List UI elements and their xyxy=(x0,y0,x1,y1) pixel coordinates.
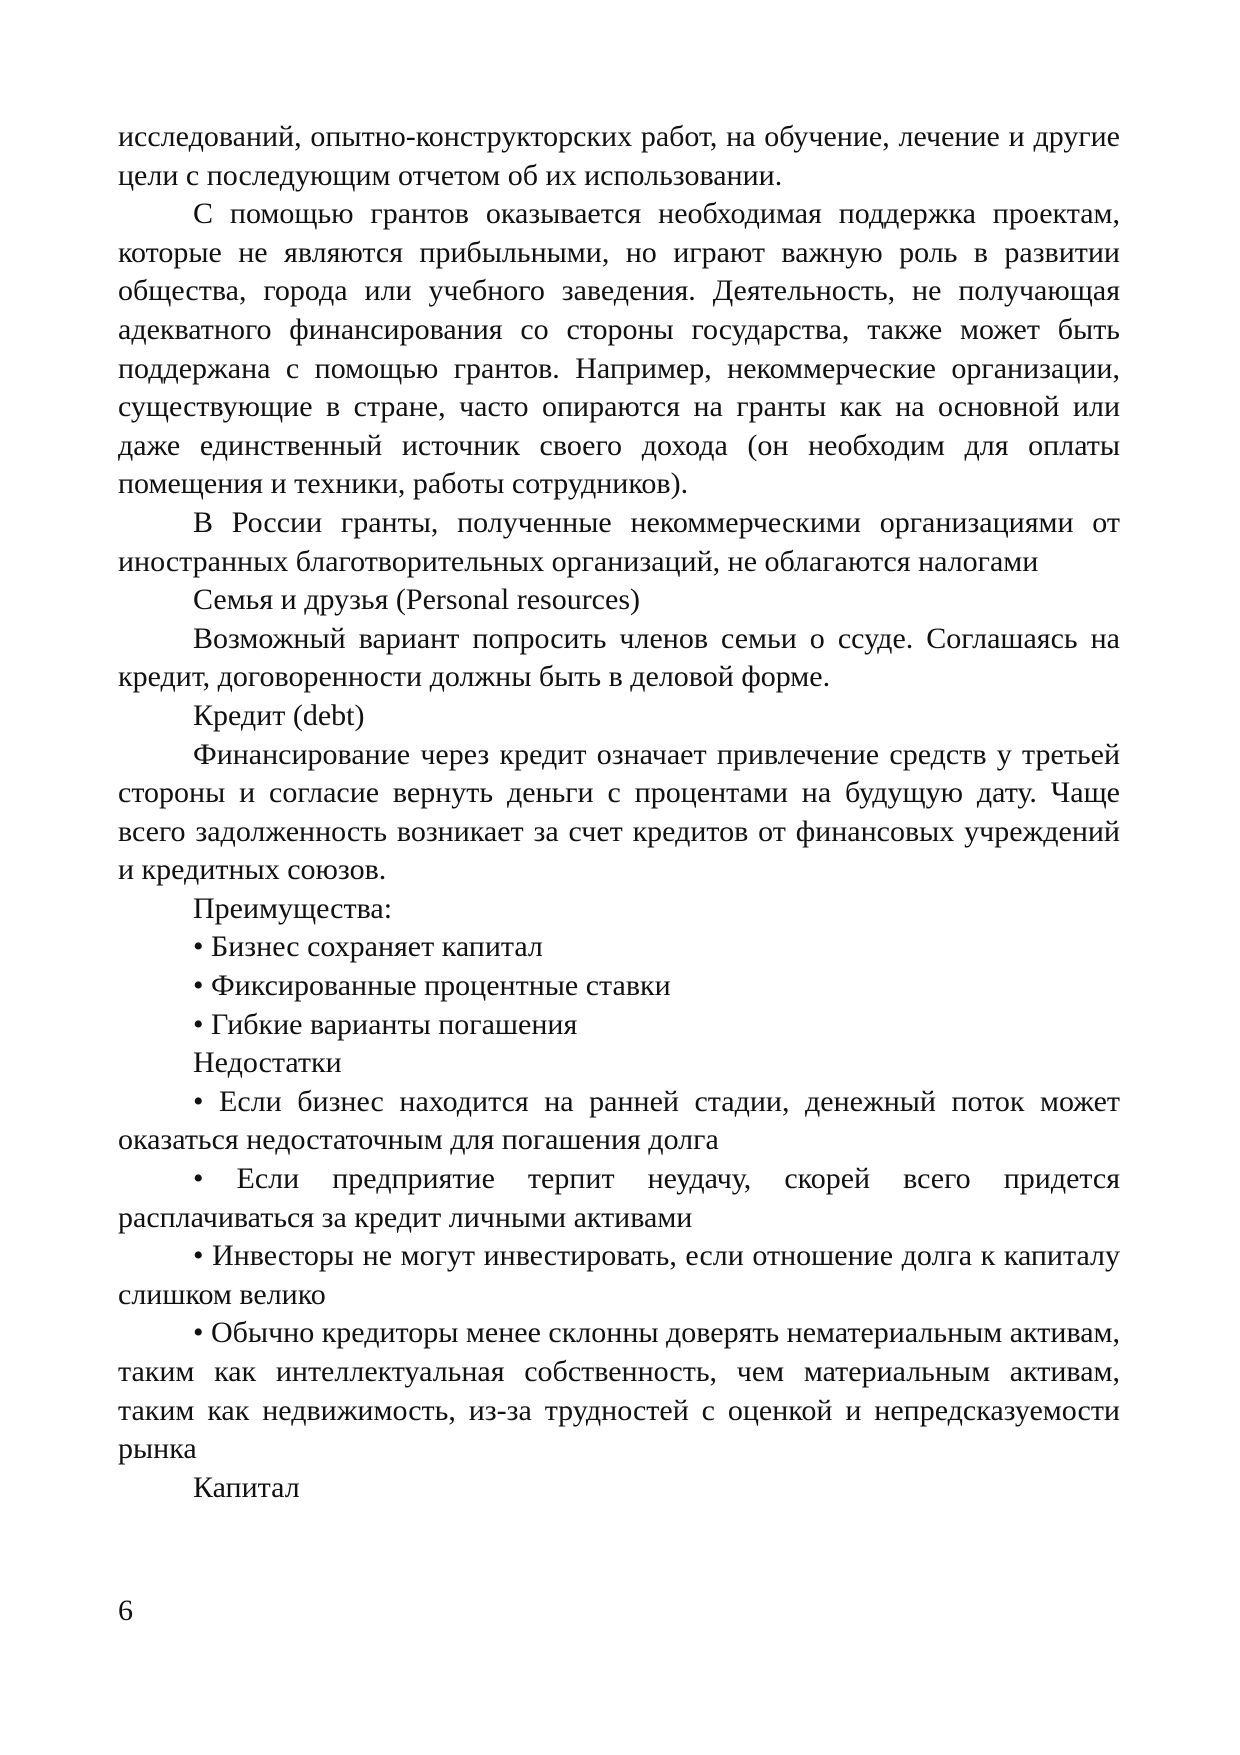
list-item-disadvantage-intangible-assets: • Обычно кредиторы менее склонны доверять нематериальным активам, таким как интеллектуальная собственность, чем материальным активам, таким как недвижимость, из-за трудностей с оценкой и непредсказуемости рынка xyxy=(118,1316,1121,1466)
list-item-advantage-fixed-rates: • Фиксированные процентные ставки xyxy=(193,969,671,1003)
paragraph-family-loan: Возможный вариант попросить членов семьи о ссуде. Соглашаясь на кредит, договоренности должны быть в деловой форме. xyxy=(118,621,1120,694)
list-item-advantage-capital: • Бизнес сохраняет капитал xyxy=(193,930,543,964)
paragraph-research-continuation: исследований, опытно-конструкторских работ, на обучение, лечение и другие цели с последующим отчетом об их использовании. xyxy=(118,120,1120,192)
body-text xyxy=(118,118,1120,1507)
page-number: 6 xyxy=(118,1594,133,1627)
list-item-disadvantage-debt-ratio: • Инвесторы не могут инвестировать, если отношение долга к капиталу слишком велико xyxy=(118,1239,1120,1311)
heading-family-friends: Семья и друзья (Personal resources) xyxy=(193,583,640,617)
heading-capital: Капитал xyxy=(193,1470,300,1504)
heading-disadvantages: Недостатки xyxy=(193,1046,342,1080)
paragraph-grants-support: С помощью грантов оказывается необходимая поддержка проектам, которые не являются прибыльными, но играют важную роль в развитии общества, города или учебного заведения. Деятельность, не получающая адекватного финансирования со стороны государства, также может быть поддержана с помощью грантов. Например, некоммерческие организации, существующие в стране, часто опираются на гранты как на основной или даже единственный источник своего дохода (он необходим для оплаты помещения и техники, работы сотрудников). xyxy=(118,197,1120,501)
list-item-advantage-flexible-repayment: • Гибкие варианты погашения xyxy=(193,1007,578,1041)
paragraph-debt-financing: Финансирование через кредит означает привлечение средств у третьей стороны и согласие вернуть деньги с процентами на будущую дату. Чаще всего задолженность возникает за счет кредитов от финансовых учреждений и кредитных союзов. xyxy=(118,737,1120,887)
heading-advantages: Преимущества: xyxy=(193,891,393,925)
list-item-disadvantage-cash-flow: • Если бизнес находится на ранней стадии, денежный поток может оказаться недостаточным для погашения долга xyxy=(118,1084,1120,1157)
paragraph-russia-grants-tax: В России гранты, полученные некоммерческими организациями от иностранных благотворительных организаций, не облагаются налогами xyxy=(118,505,1120,578)
heading-debt: Кредит (debt) xyxy=(193,698,365,732)
list-item-disadvantage-personal-assets: • Если предприятие терпит неудачу, скорей всего придется расплачиваться за кредит личными активами xyxy=(118,1162,1120,1234)
